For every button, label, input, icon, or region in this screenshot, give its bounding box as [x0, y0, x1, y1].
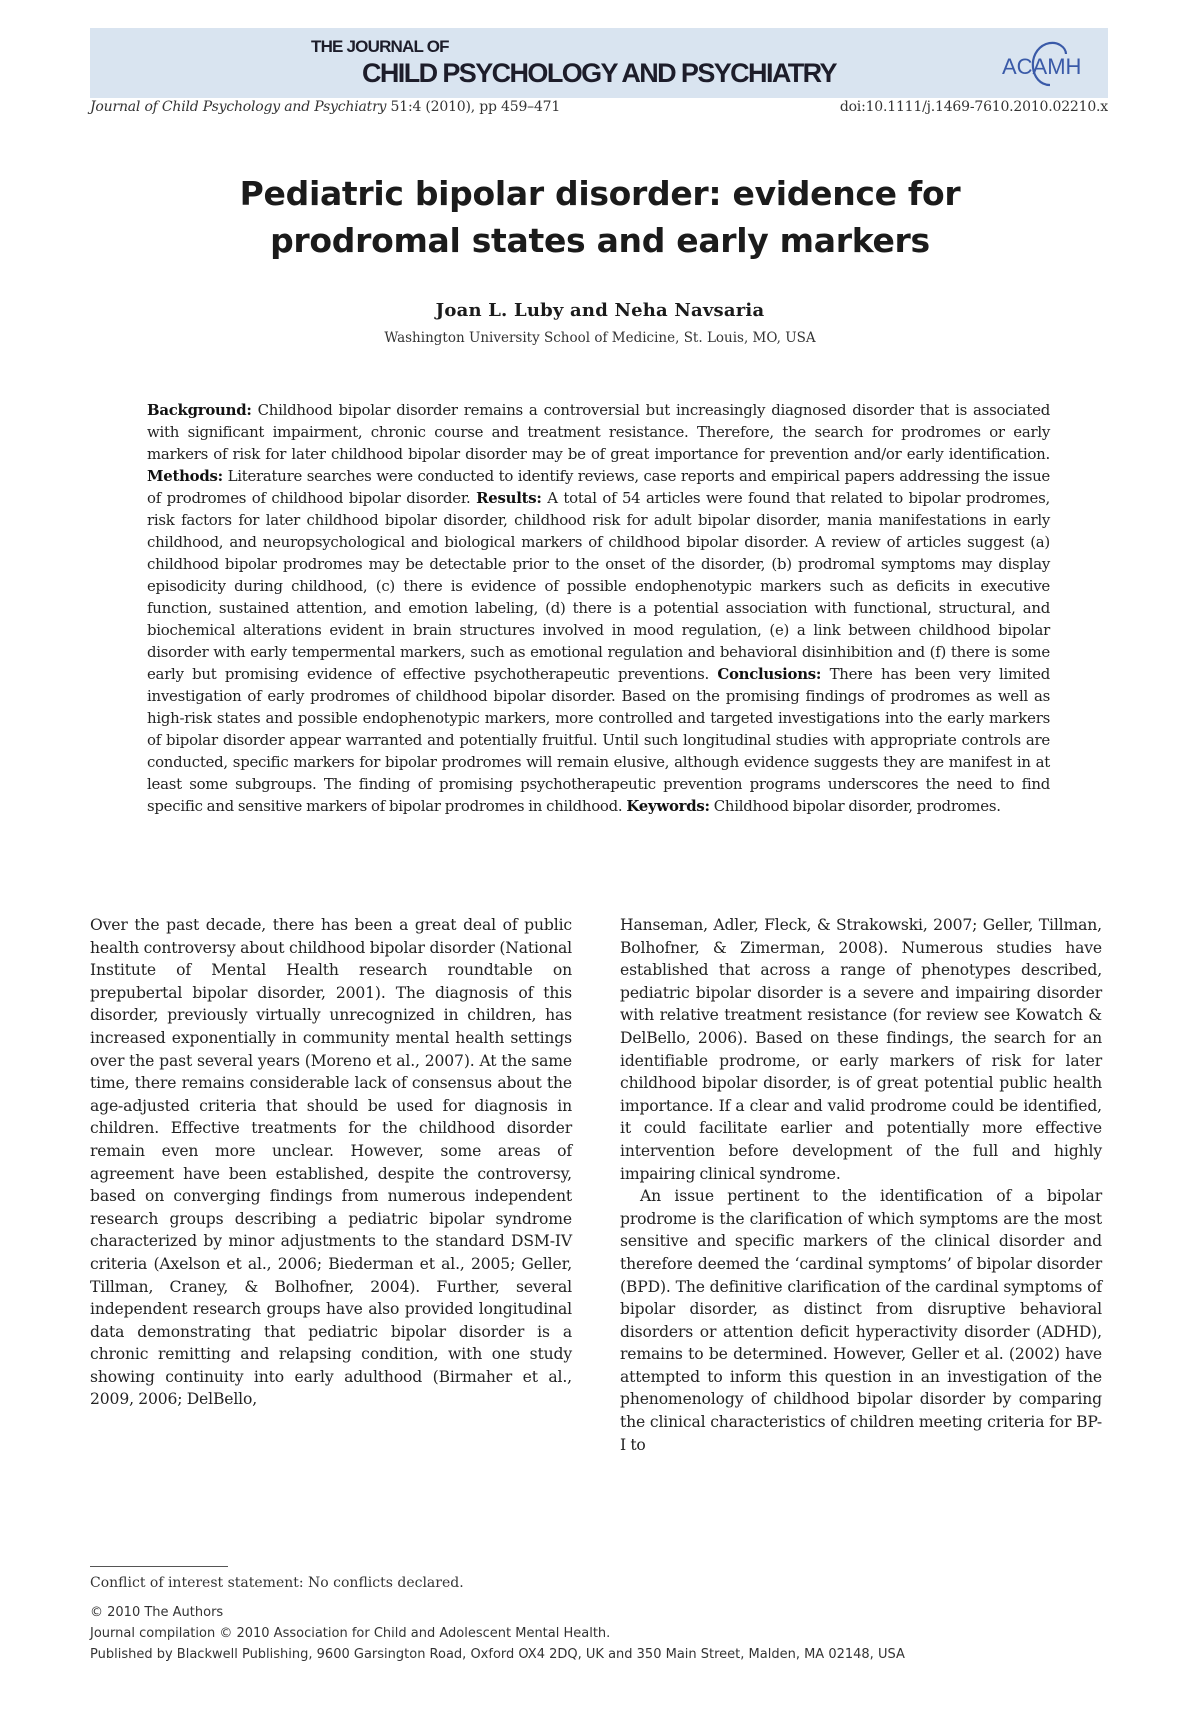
- acamh-logo-icon: [1000, 36, 1098, 90]
- compilation-line: Journal compilation © 2010 Association for Child and Adolescent Mental Health.: [90, 1626, 611, 1641]
- body-paragraph: An issue pertinent to the identification of a bipolar prodrome is the clarification of which symptoms are the most sensitive and specific markers of the clinical disorder and therefore deemed the ‘cardinal symptoms’ of bipolar disorder (BPD). The definitive clarification of the cardinal symptoms of bipolar disorder, as distinct from disruptive behavioral disorders or attention deficit hyperactivity disorder (ADHD), remains to be determined. However, Geller et al. (2002) have attempted to inform this question in an investigation of the phenomenology of childhood bipolar disorder by comparing the clinical characteristics of children meeting criteria for BP-I to: [620, 1187, 1102, 1454]
- abstract-conclusions-label: Conclusions:: [717, 665, 822, 683]
- body-column-right: [620, 914, 1102, 1456]
- title-line-2: prodromal states and early markers: [270, 221, 930, 260]
- doi[interactable]: doi:10.1111/j.1469-7610.2010.02210.x: [839, 99, 1108, 115]
- title-line-1: Pediatric bipolar disorder: evidence for: [239, 174, 961, 213]
- body-paragraph: Over the past decade, there has been a great deal of public health controversy about childhood bipolar disorder (National Institute of Mental Health research roundtable on prepubertal bipolar disorder, 2001). The diagnosis of this disorder, previously virtually unrecognized in children, has increased exponentially in community mental health settings over the past several years (Moreno et al., 2007). At the same time, there remains considerable lack of consensus about the age-adjusted criteria that should be used for diagnosis in children. Effective treatments for the childhood disorder remain even more unclear. However, some areas of agreement have been established, despite the controversy, based on converging findings from numerous independent research groups describing a pediatric bipolar syndrome characterized by minor adjustments to the standard DSM-IV criteria (Axelson et al., 2006; Biederman et al., 2005; Geller, Tillman, Craney, & Bolhofner, 2004). Further, several independent research groups have also provided longitudinal data demonstrating that pediatric bipolar disorder is a chronic remitting and relapsing condition, with one study showing continuity into early adulthood (Birmaher et al., 2009, 2006; DelBello,: [90, 916, 572, 1409]
- abstract-results-text: A total of 54 articles were found that related to bipolar prodromes, risk factors for later childhood bipolar disorder, childhood risk for adult bipolar disorder, mania manifestations in early childhood, and neuropsychological and biological markers of childhood bipolar disorder. A review of articles suggest (a) childhood bipolar prodromes may be detectable prior to the onset of the disorder, (b) prodromal symptoms may display episodicity during childhood, (c) there is evidence of possible endophenotypic markers such as deficits in executive function, sustained attention, and emotion labeling, (d) there is a potential association with functional, structural, and biochemical alterations evident in brain structures involved in mood regulation, (e) a link between childhood bipolar disorder with early tempermental markers, such as emotional regulation and behavioral disinhibition and (f) there is some early but promising evidence of effective psychotherapeutic preventions.: [147, 489, 1050, 683]
- abstract: [147, 399, 1050, 817]
- citation-journal: Journal of Child Psychology and Psychiatry: [90, 99, 387, 115]
- article-title: [100, 170, 1100, 264]
- abstract-methods-label: Methods:: [147, 467, 223, 485]
- body-column-left: [90, 914, 572, 1411]
- body-paragraph: Hanseman, Adler, Fleck, & Strakowski, 2007; Geller, Tillman, Bolhofner, & Zimerman, 2008). Numerous studies have established that across a range of phenotypes described, pediatric bipolar disorder is a severe and impairing disorder with relative treatment resistance (for review see Kowatch & DelBello, 2006). Based on these findings, the search for an identifiable prodrome, or early markers of risk for later childhood bipolar disorder, is of great potential public health importance. If a clear and valid prodrome could be identified, it could facilitate earlier and potentially more effective intervention before development of the full and highly impairing clinical syndrome.: [620, 916, 1102, 1183]
- abstract-background-text: Childhood bipolar disorder remains a controversial but increasingly diagnosed disorder that is associated with significant impairment, chronic course and treatment resistance. Therefore, the search for prodromes or early markers of risk for later childhood bipolar disorder may be of great importance for prevention and/or early identification.: [147, 401, 1050, 463]
- footnote-rule: [90, 1566, 228, 1567]
- citation-line: [90, 99, 560, 115]
- journal-name-large: CHILD PSYCHOLOGY AND PSYCHIATRY: [362, 58, 836, 88]
- journal-name-small: THE JOURNAL OF: [311, 37, 449, 56]
- abstract-conclusions-text: There has been very limited investigation of early prodromes of childhood bipolar disorder. Based on the promising findings of prodromes as well as high-risk states and possible endophenotypic markers, more controlled and targeted investigations into the early markers of bipolar disorder appear warranted and potentially fruitful. Until such longitudinal studies with appropriate controls are conducted, specific markers for bipolar prodromes will remain elusive, although evidence suggests they are manifest in at least some subgroups. The finding of promising psychotherapeutic prevention programs underscores the need to find specific and sensitive markers of bipolar prodromes in childhood.: [147, 665, 1051, 815]
- citation-volume: 51:4 (2010), pp 459–471: [386, 99, 561, 115]
- authors: Joan L. Luby and Neha Navsaria: [435, 300, 765, 321]
- copyright-line: © 2010 The Authors: [90, 1605, 224, 1620]
- abstract-results-label: Results:: [476, 489, 542, 507]
- affiliation: Washington University School of Medicine, St. Louis, MO, USA: [384, 330, 816, 346]
- abstract-background-label: Background:: [147, 401, 252, 419]
- conflict-footnote: Conflict of interest statement: No conflicts declared.: [90, 1575, 464, 1591]
- publisher-line: Published by Blackwell Publishing, 9600 Garsington Road, Oxford OX4 2DQ, UK and 350 Main Street, Malden, MA 02148, USA: [90, 1647, 905, 1662]
- abstract-keywords-label: Keywords:: [626, 797, 710, 815]
- abstract-methods-text: Literature searches were conducted to identify reviews, case reports and empirical papers addressing the issue of prodromes of childhood bipolar disorder.: [147, 467, 1050, 507]
- abstract-keywords-text: Childhood bipolar disorder, prodromes.: [709, 797, 1001, 815]
- acamh-logo-text: ACAMH: [1002, 54, 1082, 79]
